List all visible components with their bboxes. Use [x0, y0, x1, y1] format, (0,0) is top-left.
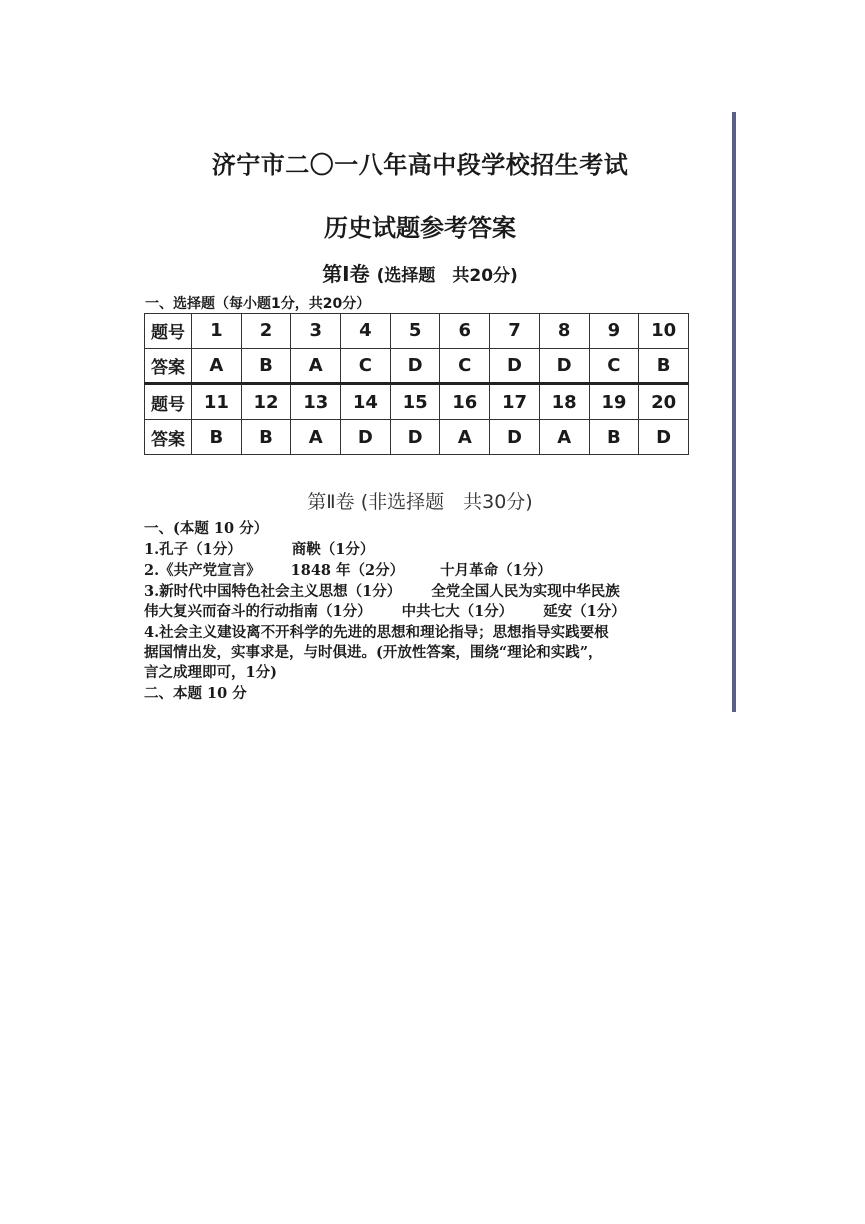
answer-cell: A: [291, 420, 341, 455]
part1-heading: [140, 258, 700, 287]
answer-line: [144, 682, 247, 703]
answer-line: [144, 538, 374, 559]
answer-cell: C: [341, 348, 391, 384]
answer-text: 全党全国人民为实现中华民族: [431, 583, 620, 600]
answer-text: 2.《共产党宣言》: [144, 562, 261, 579]
answer-text: 言之成理即可，1分): [144, 664, 277, 681]
question-number: 19: [589, 384, 639, 420]
question-number: 13: [291, 384, 341, 420]
question-number: 1: [192, 314, 242, 349]
answer-table: [144, 313, 689, 455]
row-header-answer: 答案: [145, 348, 192, 384]
answer-cell: D: [341, 420, 391, 455]
question-number: 10: [639, 314, 689, 349]
answer-cell: A: [291, 348, 341, 384]
table-row: [145, 348, 689, 384]
question-number: 8: [539, 314, 589, 349]
answer-text: 3.新时代中国特色社会主义思想（1分）: [144, 583, 402, 600]
question-number: 5: [390, 314, 440, 349]
answer-text: 商鞅（1分）: [291, 541, 375, 558]
answer-line: [144, 517, 268, 538]
answer-cell: D: [539, 348, 589, 384]
part1-title-paren: (选择题 共20分): [376, 266, 518, 286]
question-number: 15: [390, 384, 440, 420]
row-header-answer: 答案: [145, 420, 192, 455]
answer-text: 伟大复兴而奋斗的行动指南（1分）: [144, 603, 372, 620]
question-number: 3: [291, 314, 341, 349]
answer-cell: B: [241, 420, 291, 455]
answer-text: 延安（1分）: [543, 603, 626, 620]
answer-cell: D: [639, 420, 689, 455]
part1-title: 第Ⅰ卷: [322, 262, 370, 286]
answer-line: [144, 559, 552, 580]
document-title: 济宁市二〇一八年高中段学校招生考试: [211, 151, 629, 179]
answer-cell: D: [490, 348, 540, 384]
question-number: 12: [241, 384, 291, 420]
answer-cell: C: [440, 348, 490, 384]
question-number: 9: [589, 314, 639, 349]
row-header-number: 题号: [145, 314, 192, 349]
part2-heading: 第Ⅱ卷 (非选择题 共30分): [307, 491, 533, 513]
answer-cell: A: [192, 348, 242, 384]
question-number: 4: [341, 314, 391, 349]
question-number: 16: [440, 384, 490, 420]
question-number: 18: [539, 384, 589, 420]
table-row: [145, 384, 689, 420]
answer-line: [144, 661, 277, 682]
answer-line: [144, 580, 620, 601]
table-row: [145, 314, 689, 349]
answer-cell: A: [440, 420, 490, 455]
scan-border-edge: [732, 112, 736, 712]
question-number: 17: [490, 384, 540, 420]
answer-cell: B: [589, 420, 639, 455]
document-subtitle: 历史试题参考答案: [324, 214, 516, 242]
section2-q2-heading: 二、本题 10 分: [144, 685, 247, 702]
answer-cell: B: [639, 348, 689, 384]
question-number: 11: [192, 384, 242, 420]
answer-cell: D: [490, 420, 540, 455]
answer-text: 中共七大（1分）: [401, 603, 514, 620]
answer-cell: D: [390, 348, 440, 384]
answer-text: 4.社会主义建设离不开科学的先进的思想和理论指导；思想指导实践要根: [144, 624, 609, 641]
answer-cell: B: [241, 348, 291, 384]
answer-cell: B: [192, 420, 242, 455]
answer-line: [144, 600, 626, 621]
question-number: 2: [241, 314, 291, 349]
section1-label: 一、选择题（每小题1分，共20分）: [145, 296, 371, 312]
answer-text: 1.孔子（1分）: [144, 541, 242, 558]
section2-q1-heading: 一、(本题 10 分）: [144, 520, 269, 537]
question-number: 14: [341, 384, 391, 420]
answer-text: 1848 年（2分）: [290, 562, 405, 579]
answer-cell: D: [390, 420, 440, 455]
answer-line: [144, 621, 609, 642]
row-header-number: 题号: [145, 384, 192, 420]
answer-text: 据国情出发，实事求是，与时俱进。(开放性答案，围绕“理论和实践”，: [144, 644, 603, 661]
question-number: 6: [440, 314, 490, 349]
table-row: [145, 420, 689, 455]
answer-cell: A: [539, 420, 589, 455]
answer-cell: C: [589, 348, 639, 384]
question-number: 7: [490, 314, 540, 349]
question-number: 20: [639, 384, 689, 420]
answer-line: [144, 641, 603, 662]
answer-text: 十月革命（1分）: [440, 562, 552, 579]
